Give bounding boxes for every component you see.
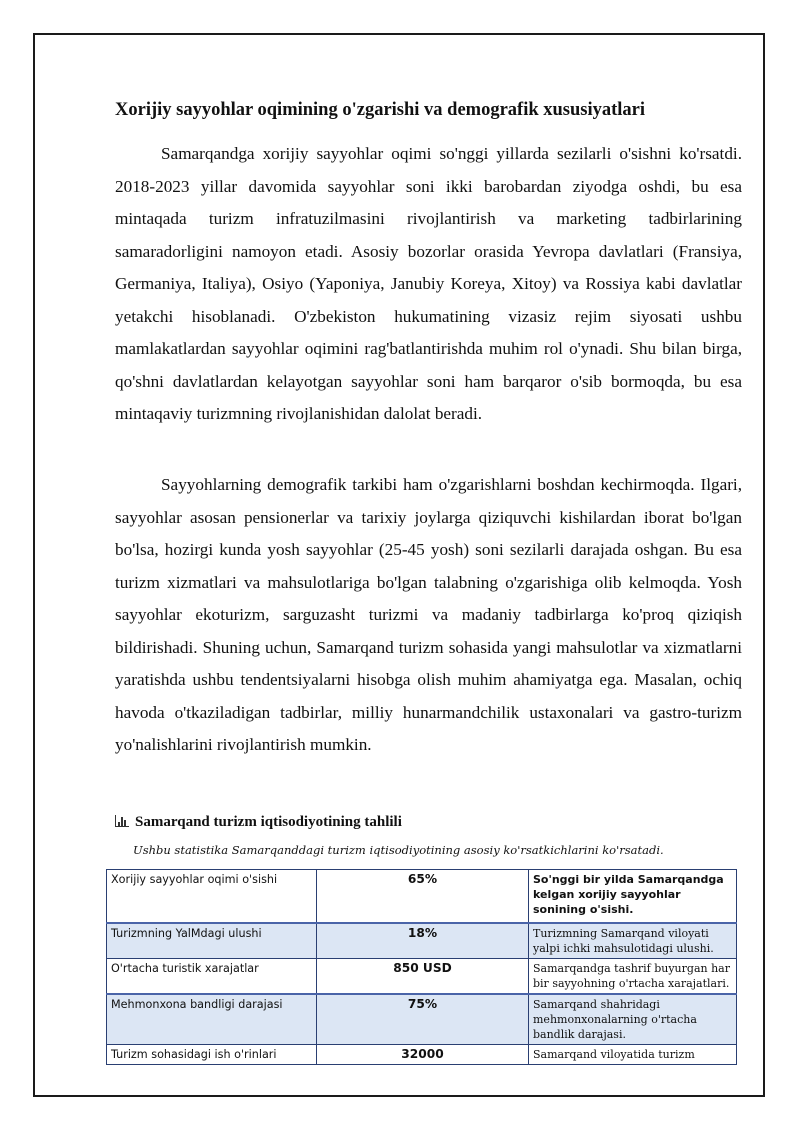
paragraph-2: Sayyohlarning demografik tarkibi ham o'zgarishlarni boshdan kechirmoqda. Ilgari, sayyohlar asosan pensionerlar va tarixiy joylarga qiziquvchi kishilardan iborat bo'lgan bo'lsa, hozirgi kunda yosh sayyohlar (25-45 yosh) soni sezilarli darajada oshgan. Bu esa turizm xizmatlari va mahsulotlariga bo'lgan talabning o'zgarishiga olib kelmoqda. Yosh sayyohlar ekoturizm, sarguzasht turizmi va madaniy tadbirlarga ko'proq qiziqish bildirishadi. Shuning uchun, Samarqand turizm sohasida yangi mahsulotlar va xizmatlarni yaratishda ushbu tendentsiyalarni hisobga olish muhim ahamiyatga ega. Masalan, ochiq havoda o'tkaziladigan tadbirlar, milliy hunarmandchilik ustaxonalari va gastro-turizm yo'nalishlarini rivojlantirish mumkin. xyxy=(115,475,742,754)
row-value: 18% xyxy=(317,923,529,959)
table-row xyxy=(107,870,737,924)
row-value: 75% xyxy=(317,994,529,1045)
row-description: Turizmning Samarqand viloyati yalpi ichki mahsulotidagi ulushi. xyxy=(529,923,737,959)
row-label: Mehmonxona bandligi darajasi xyxy=(107,994,317,1045)
row-description: Samarqand shahridagi mehmonxonalarning o'rtacha bandlik darajasi. xyxy=(529,994,737,1045)
table-caption: Ushbu statistika Samarqanddagi turizm iqtisodiyotining asosiy ko'rsatkichlarini ko'rsatadi. xyxy=(133,843,664,857)
table-row xyxy=(107,923,737,959)
section-heading: Xorijiy sayyohlar oqimining o'zgarishi va demografik xususiyatlari xyxy=(115,100,646,120)
table-row xyxy=(107,1045,737,1065)
row-label: Xorijiy sayyohlar oqimi o'sishi xyxy=(107,870,317,924)
row-label: O'rtacha turistik xarajatlar xyxy=(107,959,317,995)
row-label: Turizmning YalMdagi ulushi xyxy=(107,923,317,959)
row-description: So'nggi bir yilda Samarqandga kelgan xorijiy sayyohlar sonining o'sishi. xyxy=(529,870,737,924)
statistics-table xyxy=(106,869,737,1065)
table-section-title-text: Samarqand turizm iqtisodiyotining tahlili xyxy=(135,814,402,830)
table-row xyxy=(107,994,737,1045)
table-row xyxy=(107,959,737,995)
row-value: 850 USD xyxy=(317,959,529,995)
row-description: Samarqandga tashrif buyurgan har bir sayyohning o'rtacha xarajatlari. xyxy=(529,959,737,995)
table-section-title xyxy=(115,814,402,831)
paragraph-1: Samarqandga xorijiy sayyohlar oqimi so'nggi yillarda sezilarli o'sishni ko'rsatdi. 2018-2023 yillar davomida sayyohlar soni ikki barobardan ziyodga oshdi, bu esa mintaqada turizm infratuzilmasini rivojlantirish va marketing tadbirlarining samaradorligini namoyon etadi. Asosiy bozorlar orasida Yevropa davlatlari (Fransiya, Germaniya, Italiya), Osiyo (Yaponiya, Janubiy Koreya, Xitoy) va Rossiya kabi davlatlar yetakchi hisoblanadi. O'zbekiston hukumatining vizasiz rejim siyosati ushbu mamlakatlardan sayyohlar oqimini rag'batlantirishda muhim rol o'ynadi. Shu bilan birga, qo'shni davlatlardan kelayotgan sayyohlar soni ham barqaror o'sib bormoqda, bu esa mintaqaviy turizmning rivojlanishidan dalolat beradi. xyxy=(115,144,742,423)
row-description: Samarqand viloyatida turizm xyxy=(529,1045,737,1065)
row-value: 65% xyxy=(317,870,529,924)
bar-chart-icon xyxy=(115,815,129,827)
row-label: Turizm sohasidagi ish o'rinlari xyxy=(107,1045,317,1065)
row-value: 32000 xyxy=(317,1045,529,1065)
